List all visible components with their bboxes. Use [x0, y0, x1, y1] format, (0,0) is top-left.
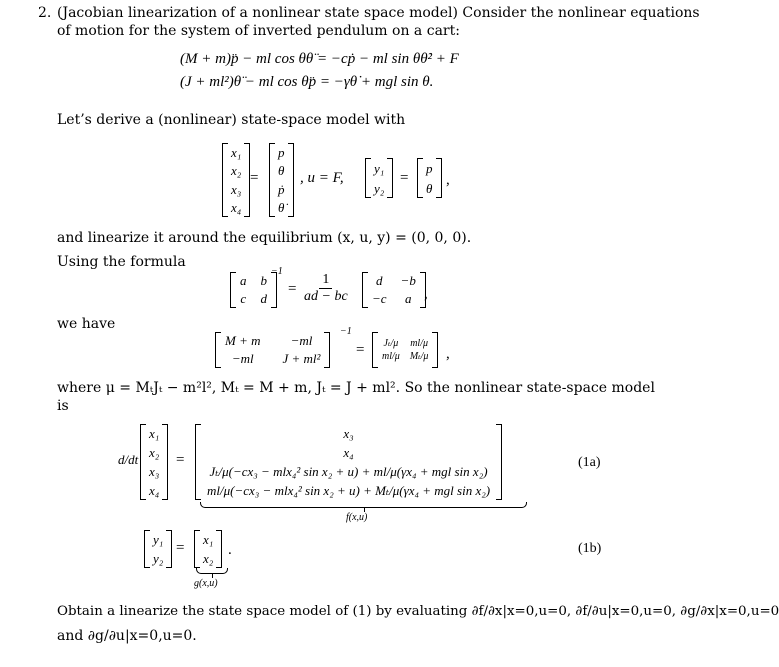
inv-21: ml/μ [382, 351, 400, 362]
state-x3: x₃ [231, 181, 242, 197]
g-row-1: x₁ [203, 532, 214, 547]
inverse-result [362, 272, 426, 308]
matrix-d: d [260, 291, 267, 306]
result-d: d [376, 273, 383, 288]
output-y1: y₁ [374, 160, 385, 176]
output-vector [365, 158, 393, 198]
g-vector [194, 530, 222, 568]
mass-22: J + ml² [282, 351, 321, 366]
output-definition [417, 158, 442, 198]
g-underbrace [196, 568, 228, 574]
mass-11: M + m [225, 333, 261, 348]
equation-motion-2: (J + ml²)θ̈ − ml cos θp̈ = −γθ̇ + mgl sin θ. [180, 74, 434, 90]
matrix-c: c [240, 291, 247, 306]
f-row-1: x₃ [343, 426, 354, 441]
comma: , [446, 346, 450, 362]
f-row-4: ml/μ(−cx₃ − mlx₄² sin x₂ + u) + Mₜ/μ(γx₄ + mgl sin x₂) [207, 483, 491, 498]
f-vector [195, 424, 502, 500]
state-def-theta: θ [278, 163, 285, 179]
f-row-2: x₄ [343, 445, 354, 460]
f-row-3: Jₜ/μ(−cx₃ − mlx₄² sin x₂ + u) + ml/μ(γx₄ + mgl sin x₂) [209, 464, 488, 479]
state-definition [269, 143, 294, 217]
out-y2: y₂ [153, 551, 164, 566]
state-vector [222, 143, 250, 217]
inv-22: Mₜ/μ [409, 351, 429, 362]
result-a: a [404, 291, 412, 306]
where-line-2: is [57, 398, 69, 414]
dstate-x1: x₁ [149, 426, 160, 441]
mass-21: −ml [231, 351, 254, 366]
intro-line-1: (Jacobian linearization of a nonlinear state space model) Consider the nonlinear equations [57, 5, 700, 21]
inv-12: ml/μ [410, 338, 429, 349]
we-have-text: we have [57, 316, 116, 332]
intro-line-2: of motion for the system of inverted pendulum on a cart: [57, 23, 460, 39]
final-line-1: Obtain a linearize the state space model of (1) by evaluating ∂f/∂x|x=0,u=0, ∂f/∂u|x=0,u=0, ∂g/∂x|x=0,u=0 [57, 604, 779, 619]
equals-sign: = [176, 452, 185, 468]
dstate-x4: x₄ [149, 483, 160, 498]
final-line-2: and ∂g/∂u|x=0,u=0. [57, 628, 197, 644]
equals-sign: = [250, 170, 259, 186]
equals-sign: = [176, 540, 185, 556]
inverse-exponent: −1 [340, 326, 352, 337]
matrix-a: a [240, 273, 247, 288]
output-def-p: p [426, 160, 433, 176]
inverse-matrix [230, 272, 277, 308]
state-def-p: p [278, 144, 285, 160]
output-def-theta: θ [426, 180, 433, 196]
equation-number-1b: (1b) [578, 541, 602, 556]
linearize-text: and linearize it around the equilibrium (x, u, y) = (0, 0, 0). [57, 230, 472, 246]
period: . [228, 542, 232, 558]
state-def-pdot: ṗ [278, 181, 285, 197]
equals-sign: = [400, 170, 409, 186]
equation-number-1a: (1a) [578, 455, 601, 470]
state-x2: x₂ [231, 163, 242, 179]
fraction-numerator: 1 [319, 272, 332, 289]
state-def-thetadot: θ̇ [278, 200, 285, 216]
formula-text: Using the formula [57, 254, 186, 270]
state-x4: x₄ [231, 200, 242, 216]
dstate-x2: x₂ [149, 445, 160, 460]
inverse-fraction [304, 272, 348, 305]
out-y1: y₁ [153, 532, 164, 547]
f-label: f(x,u) [346, 512, 368, 523]
g-label: g(x,u) [194, 578, 218, 589]
state-x1: x₁ [231, 144, 242, 160]
mass-12: −ml [290, 333, 313, 348]
matrix-b: b [260, 273, 267, 288]
g-row-2: x₂ [203, 551, 214, 566]
output-equation-vector [144, 530, 172, 568]
equals-sign: = [356, 342, 365, 358]
input-definition: , u = F, [300, 170, 344, 186]
derivative-state-vector [140, 424, 168, 500]
time-derivative: d/dt [118, 452, 139, 467]
mass-matrix [215, 332, 330, 368]
where-line-1: where μ = MₜJₜ − m²l², Mₜ = M + m, Jₜ = J + ml². So the nonlinear state-space model [57, 380, 655, 396]
output-y2: y₂ [374, 180, 385, 196]
comma: , [424, 286, 428, 302]
problem-number: 2. [38, 5, 52, 21]
result-neg-b: −b [400, 273, 416, 288]
result-neg-c: −c [372, 291, 387, 306]
comma: , [446, 172, 450, 188]
f-underbrace [200, 502, 527, 508]
equation-motion-1: (M + m)p̈ − ml cos θθ̈ = −cṗ − ml sin θθ̇² + F [180, 51, 459, 67]
derive-text: Let’s derive a (nonlinear) state-space model with [57, 112, 406, 128]
dstate-x3: x₃ [149, 464, 160, 479]
fraction-denominator: ad − bc [304, 289, 348, 304]
inv-11: Jₜ/μ [383, 338, 399, 349]
mass-inverse [372, 332, 438, 368]
inverse-exponent: −1 [271, 266, 283, 277]
equals-sign: = [288, 281, 297, 297]
